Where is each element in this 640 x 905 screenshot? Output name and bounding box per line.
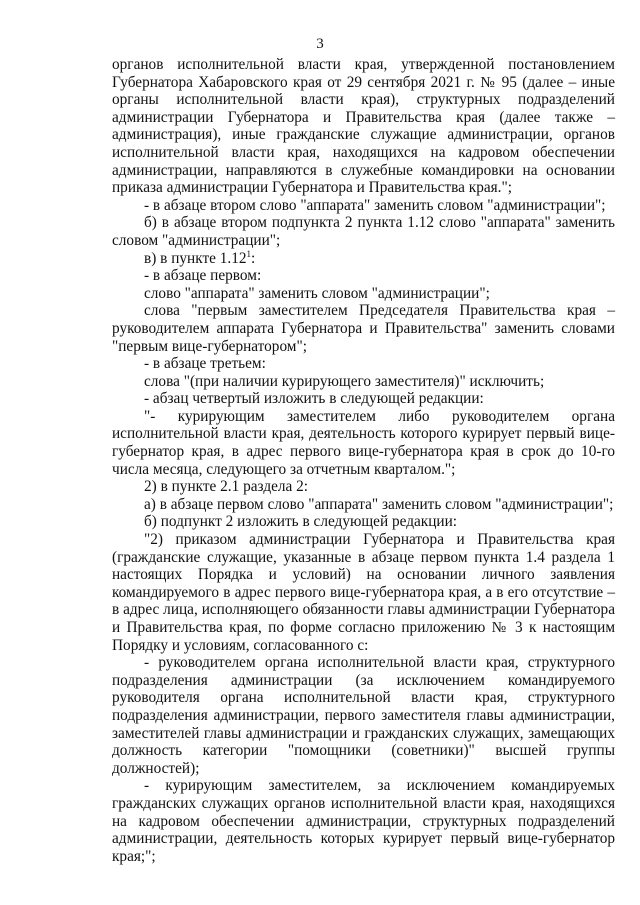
paragraph bbox=[112, 355, 615, 373]
superscript: 1 bbox=[246, 248, 252, 259]
paragraph bbox=[112, 214, 615, 249]
paragraph bbox=[112, 777, 615, 865]
paragraph bbox=[112, 267, 615, 285]
paragraph-text: слова "первым заместителем Председателя Правительства края – руководителем аппарата Губернатора и Правительства" заменить словами "первым вице-губернатором"; bbox=[112, 302, 615, 355]
paragraph-text: "- курирующим заместителем либо руководителем органа исполнительной власти края, деятельность которого курирует первый вице-губернатор края, в адрес первого вице-губернатора края в срок до 10-го числа месяца, следующего за отчетным кварталом."; bbox=[112, 407, 615, 478]
paragraph bbox=[112, 285, 615, 303]
paragraph bbox=[112, 302, 615, 355]
paragraph bbox=[112, 197, 615, 215]
paragraph-text: 2) в пункте 2.1 раздела 2: bbox=[144, 478, 309, 496]
paragraph bbox=[112, 513, 615, 531]
paragraph-text: органов исполнительной власти края, утвержденной постановлением Губернатора Хабаровского края от 29 сентября 2021 г. № 95 (далее – иные органы исполнительной власти края), структурных подразделений администрации Губернатора и Правительства края (далее также – администрация), иные гражданские служащие администрации, органов исполнительной власти края, находящихся на кадровом обеспечении администрации, направляются в служебные командировки на основании приказа администрации Губернатора и Правительства края."; bbox=[112, 56, 615, 197]
paragraph bbox=[112, 531, 615, 654]
paragraph-text: "2) приказом администрации Губернатора и Правительства края (гражданские служащие, указанные в абзаце первом пункта 1.4 раздела 1 настоящих Порядка и условий) на основании личного заявления командируемого в адрес первого вице-губернатора края, а в его отсутствие – в адрес лица, исполняющего обязанности главы администрации Губернатора и Правительства края, по форме согласно приложению № 3 к настоящим Порядку и условиям, согласованного с: bbox=[112, 531, 615, 654]
document-body bbox=[112, 56, 615, 865]
paragraph-text: в) в пункте 1.12 bbox=[144, 249, 247, 267]
paragraph-text: - в абзаце втором слово "аппарата" заменить словом "администрации"; bbox=[144, 196, 606, 214]
paragraph bbox=[112, 250, 615, 268]
paragraph bbox=[112, 373, 615, 391]
paragraph bbox=[112, 654, 615, 777]
paragraph bbox=[112, 56, 615, 197]
paragraph-text: - абзац четвертый изложить в следующей редакции: bbox=[144, 390, 484, 408]
paragraph-text: - в абзаце третьем: bbox=[144, 355, 266, 373]
paragraph bbox=[112, 478, 615, 496]
paragraph-text: - курирующим заместителем, за исключением командируемых гражданских служащих органов исполнительной власти края, находящихся на кадровом обеспечении администрации, структурных подразделений администрации, деятельность которых курирует первый вице-губернатор края;"; bbox=[112, 777, 615, 865]
paragraph-text: - руководителем органа исполнительной власти края, структурного подразделения администрации (за исключением командируемого руководителя органа исполнительной власти края, структурного подразделения администрации, первого заместителя главы администрации, заместителей главы администрации и гражданских служащих, замещающих должность категории "помощники (советники)" высшей группы должностей); bbox=[112, 654, 615, 777]
paragraph-text: слова "(при наличии курирующего заместителя)" исключить; bbox=[144, 372, 545, 390]
paragraph bbox=[112, 496, 615, 514]
paragraph-text: б) в абзаце втором подпункта 2 пункта 1.12 слово "аппарата" заменить словом "администрации"; bbox=[112, 214, 615, 249]
page-number: 3 bbox=[316, 36, 324, 52]
paragraph-text: б) подпункт 2 изложить в следующей редакции: bbox=[144, 513, 458, 531]
paragraph-tail: : bbox=[251, 249, 256, 267]
paragraph-text: а) в абзаце первом слово "аппарата" заменить словом "администрации"; bbox=[144, 495, 614, 513]
paragraph-text: слово "аппарата" заменить словом "администрации"; bbox=[144, 284, 490, 302]
paragraph-text: - в абзаце первом: bbox=[144, 267, 262, 285]
paragraph bbox=[112, 408, 615, 478]
paragraph bbox=[112, 390, 615, 408]
